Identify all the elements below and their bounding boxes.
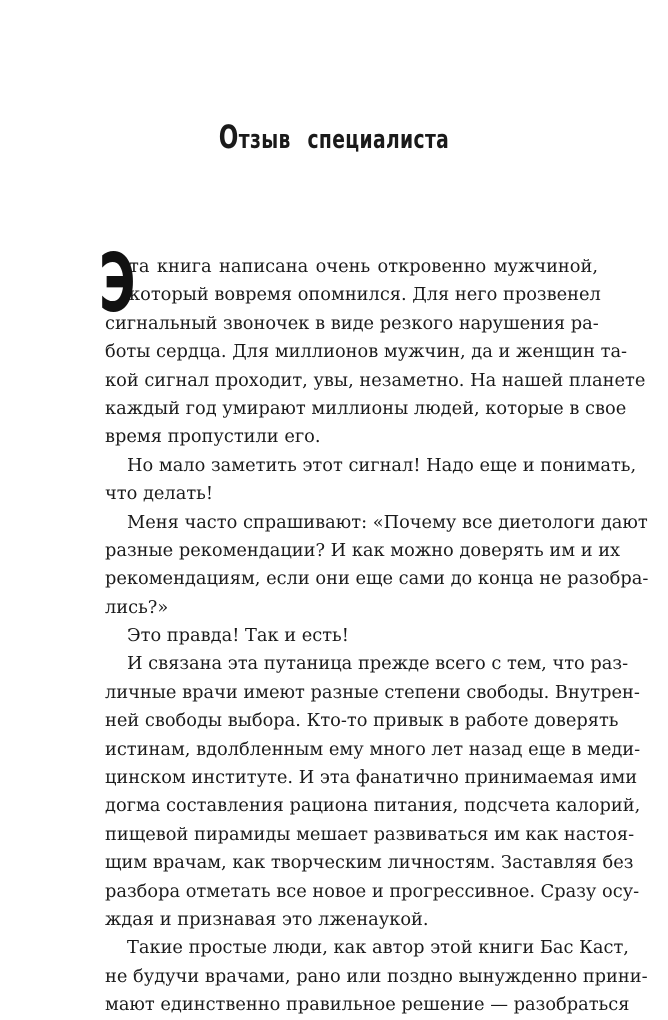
text-line: который вовремя опомнился. Для него прозвенел <box>129 284 601 306</box>
text-line: лись?» <box>105 596 169 618</box>
chapter-title <box>94 118 575 156</box>
text-line: каждый год умирают миллионы людей, которые в свое <box>105 397 627 419</box>
text-line: личные врачи имеют разные степени свободы. Внутрен- <box>105 681 640 703</box>
text-line: боты сердца. Для миллионов мужчин, да и женщин та- <box>105 341 628 363</box>
text-line: цинском институте. И эта фанатично принимаемая ими <box>105 767 638 789</box>
text-line: мают единственно правильное решение — разобраться <box>105 994 630 1016</box>
text-line: та книга написана очень откровенно мужчиной, <box>129 256 598 277</box>
text-line: Но мало заметить этот сигнал! Надо еще и понимать, <box>127 454 637 476</box>
text-line: рекомендациям, если они еще сами до конца не разобра- <box>105 568 649 590</box>
text-line: пищевой пирамиды мешает развиваться им как настоя- <box>105 823 635 845</box>
text-line: что делать! <box>105 483 213 505</box>
text-line: Такие простые люди, как автор этой книги Бас Каст, <box>127 937 629 959</box>
text-line: истинам, вдолбленным ему много лет назад еще в меди- <box>105 738 641 760</box>
text-line: ждая и признавая это лженаукой. <box>105 908 429 930</box>
drop-cap: Э <box>99 237 136 330</box>
title-word2: специалиста <box>307 125 450 155</box>
text-line: сигнальный звоночек в виде резкого нарушения ра- <box>105 312 599 334</box>
text-line: И связана эта путаница прежде всего с тем, что раз- <box>127 653 629 675</box>
text-line: разные рекомендации? И как можно доверять им и их <box>105 539 621 561</box>
text-line: не будучи врачами, рано или поздно вынужденно прини- <box>105 965 648 987</box>
text-line: Это правда! Так и есть! <box>127 625 349 647</box>
text-line: время пропустили его. <box>105 426 321 448</box>
title-first-letter: О <box>218 118 239 156</box>
text-line: догма составления рациона питания, подсчета калорий, <box>105 795 641 817</box>
text-line: разбора отметать все новое и прогрессивное. Сразу осу- <box>105 880 640 902</box>
body-text <box>99 237 649 1020</box>
text-line: ней свободы выбора. Кто-то привык в работе доверять <box>105 710 619 732</box>
text-line: щим врачам, как творческим личностям. Заставляя без <box>105 852 634 874</box>
text-line: Меня часто спрашивают: «Почему все диетологи дают <box>127 511 648 533</box>
text-line: кой сигнал проходит, увы, незаметно. На нашей планете <box>105 369 646 391</box>
title-word1-rest: тзыв <box>238 125 291 155</box>
